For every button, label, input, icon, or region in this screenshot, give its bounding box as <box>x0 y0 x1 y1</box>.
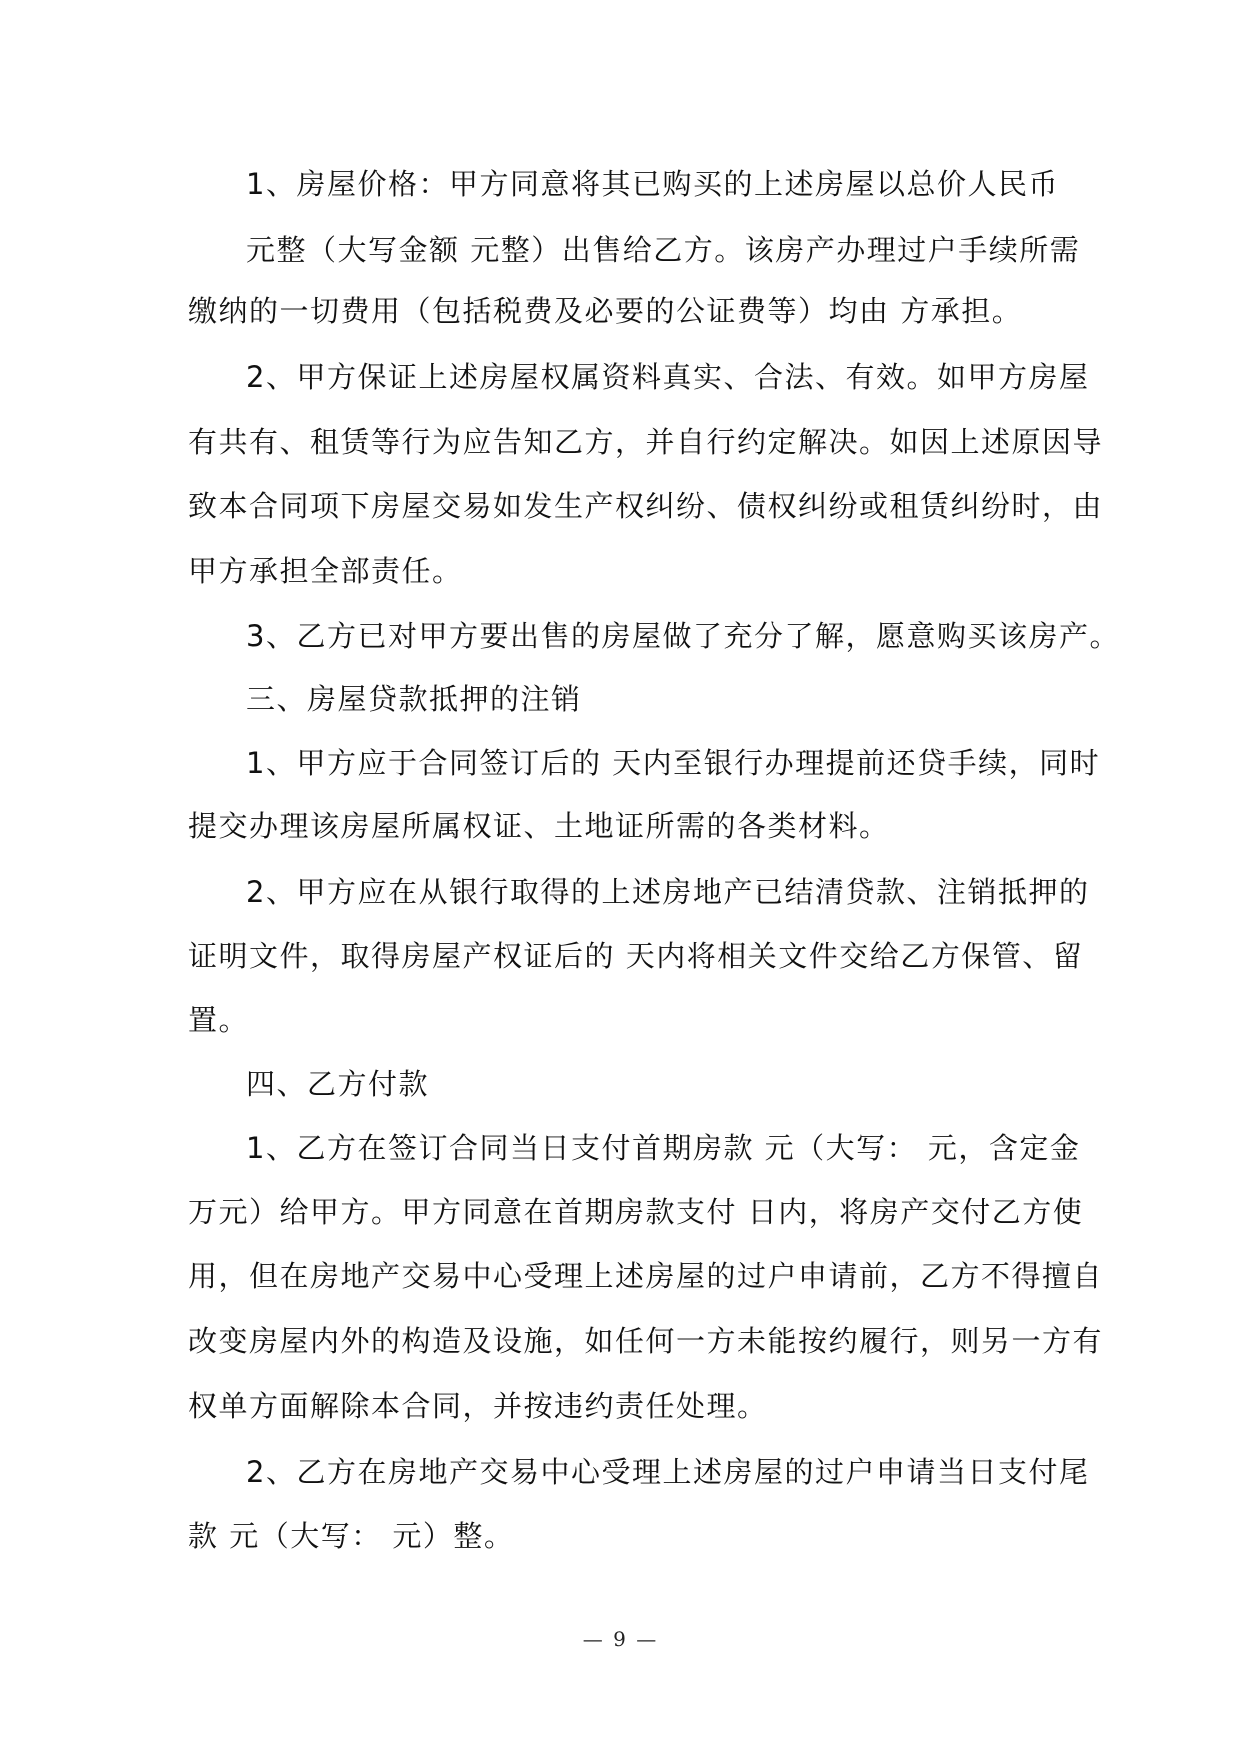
paragraph-line: 置。 <box>188 1003 250 1037</box>
paragraph-line: 款 元（大写： 元）整。 <box>188 1519 515 1553</box>
paragraph-line: 元整（大写金额 元整）出售给乙方。该房产办理过户手续所需 <box>246 233 1081 267</box>
paragraph-line: 1、房屋价格：甲方同意将其已购买的上述房屋以总价人民币 <box>246 167 1059 201</box>
paragraph-line: 改变房屋内外的构造及设施，如任何一方未能按约履行，则另一方有 <box>188 1324 1104 1358</box>
paragraph-line: 2、乙方在房地产交易中心受理上述房屋的过户申请当日支付尾 <box>246 1455 1090 1489</box>
paragraph-line: 提交办理该房屋所属权证、土地证所需的各类材料。 <box>188 809 890 843</box>
paragraph-line: 万元）给甲方。甲方同意在首期房款支付 日内，将房产交付乙方使 <box>188 1195 1084 1229</box>
paragraph-line: 证明文件，取得房屋产权证后的 天内将相关文件交给乙方保管、留 <box>188 939 1084 973</box>
paragraph-line: 2、甲方保证上述房屋权属资料真实、合法、有效。如甲方房屋 <box>246 360 1090 394</box>
paragraph-line: 甲方承担全部责任。 <box>188 554 463 588</box>
section-heading: 四、乙方付款 <box>246 1067 430 1101</box>
paragraph-line: 3、乙方已对甲方要出售的房屋做了充分了解，愿意购买该房产。 <box>246 619 1120 653</box>
paragraph-line: 用，但在房地产交易中心受理上述房屋的过户申请前，乙方不得擅自 <box>188 1259 1104 1293</box>
paragraph-line: 权单方面解除本合同，并按违约责任处理。 <box>188 1389 768 1423</box>
paragraph-line: 2、甲方应在从银行取得的上述房地产已结清贷款、注销抵押的 <box>246 875 1090 909</box>
paragraph-line: 致本合同项下房屋交易如发生产权纠纷、债权纠纷或租赁纠纷时，由 <box>188 489 1104 523</box>
paragraph-line: 缴纳的一切费用（包括税费及必要的公证费等）均由 方承担。 <box>188 294 1023 328</box>
paragraph-line: 1、甲方应于合同签订后的 天内至银行办理提前还贷手续，同时 <box>246 746 1101 780</box>
page-number: — 9 — <box>582 1627 659 1651</box>
section-heading: 三、房屋贷款抵押的注销 <box>246 682 582 716</box>
paragraph-line: 有共有、租赁等行为应告知乙方，并自行约定解决。如因上述原因导 <box>188 425 1104 459</box>
paragraph-line: 1、乙方在签订合同当日支付首期房款 元（大写： 元，含定金 <box>246 1131 1081 1165</box>
